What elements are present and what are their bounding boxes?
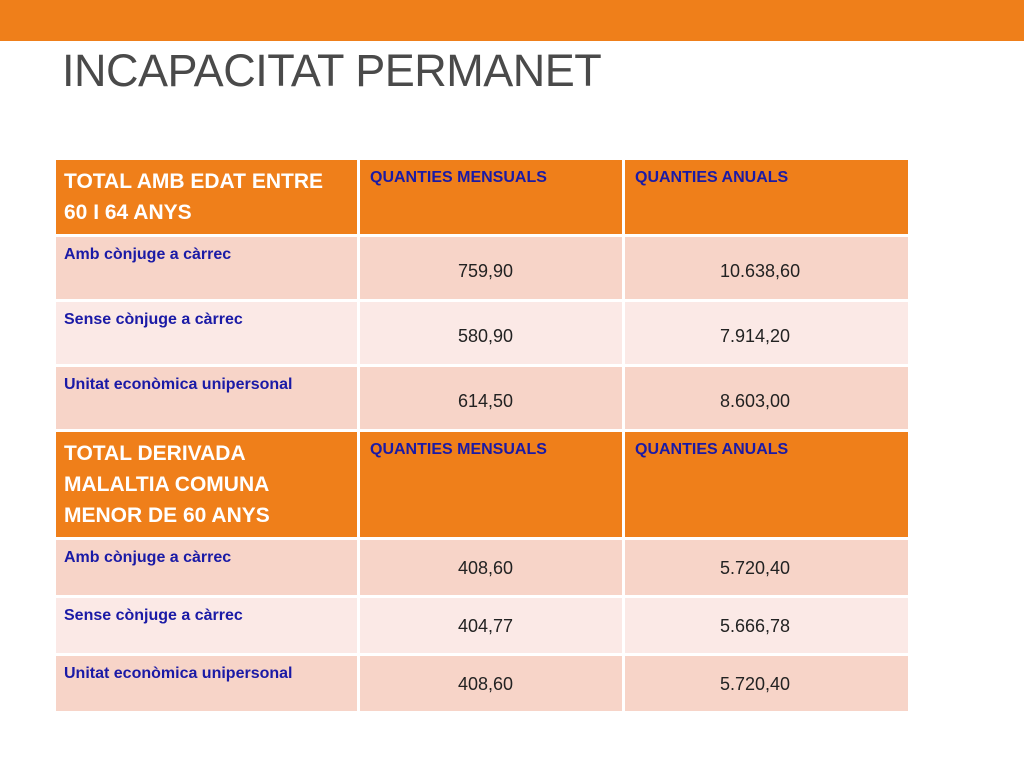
table-row: [55, 301, 910, 366]
monthly-amount: 614,50: [359, 366, 624, 431]
annual-amount: 8.603,00: [624, 366, 910, 431]
row-label: Unitat econòmica unipersonal: [55, 366, 359, 431]
monthly-amount: 408,60: [359, 655, 624, 713]
monthly-amount: 580,90: [359, 301, 624, 366]
table-row: [55, 366, 910, 431]
table-row: [55, 597, 910, 655]
annual-amount: 7.914,20: [624, 301, 910, 366]
row-label: Amb cònjuge a càrrec: [55, 539, 359, 597]
section-header-row: [55, 431, 910, 539]
table-row: [55, 539, 910, 597]
table-row: [55, 655, 910, 713]
monthly-amount: 404,77: [359, 597, 624, 655]
pension-table: [53, 157, 911, 714]
column-header-monthly: QUANTIES MENSUALS: [359, 159, 624, 236]
section-header-row: [55, 159, 910, 236]
column-header-annual: QUANTIES ANUALS: [624, 159, 910, 236]
row-label: Amb cònjuge a càrrec: [55, 236, 359, 301]
monthly-amount: 408,60: [359, 539, 624, 597]
table-row: [55, 236, 910, 301]
row-label: Unitat econòmica unipersonal: [55, 655, 359, 713]
section-title: TOTAL DERIVADA MALALTIA COMUNA MENOR DE 60 ANYS: [55, 431, 359, 539]
annual-amount: 5.720,40: [624, 655, 910, 713]
row-label: Sense cònjuge a càrrec: [55, 301, 359, 366]
annual-amount: 5.666,78: [624, 597, 910, 655]
section-title: TOTAL AMB EDAT ENTRE 60 I 64 ANYS: [55, 159, 359, 236]
monthly-amount: 759,90: [359, 236, 624, 301]
slide-title: INCAPACITAT PERMANET: [62, 45, 602, 96]
column-header-annual: QUANTIES ANUALS: [624, 431, 910, 539]
row-label: Sense cònjuge a càrrec: [55, 597, 359, 655]
annual-amount: 5.720,40: [624, 539, 910, 597]
column-header-monthly: QUANTIES MENSUALS: [359, 431, 624, 539]
top-accent-bar: [0, 0, 1024, 41]
annual-amount: 10.638,60: [624, 236, 910, 301]
